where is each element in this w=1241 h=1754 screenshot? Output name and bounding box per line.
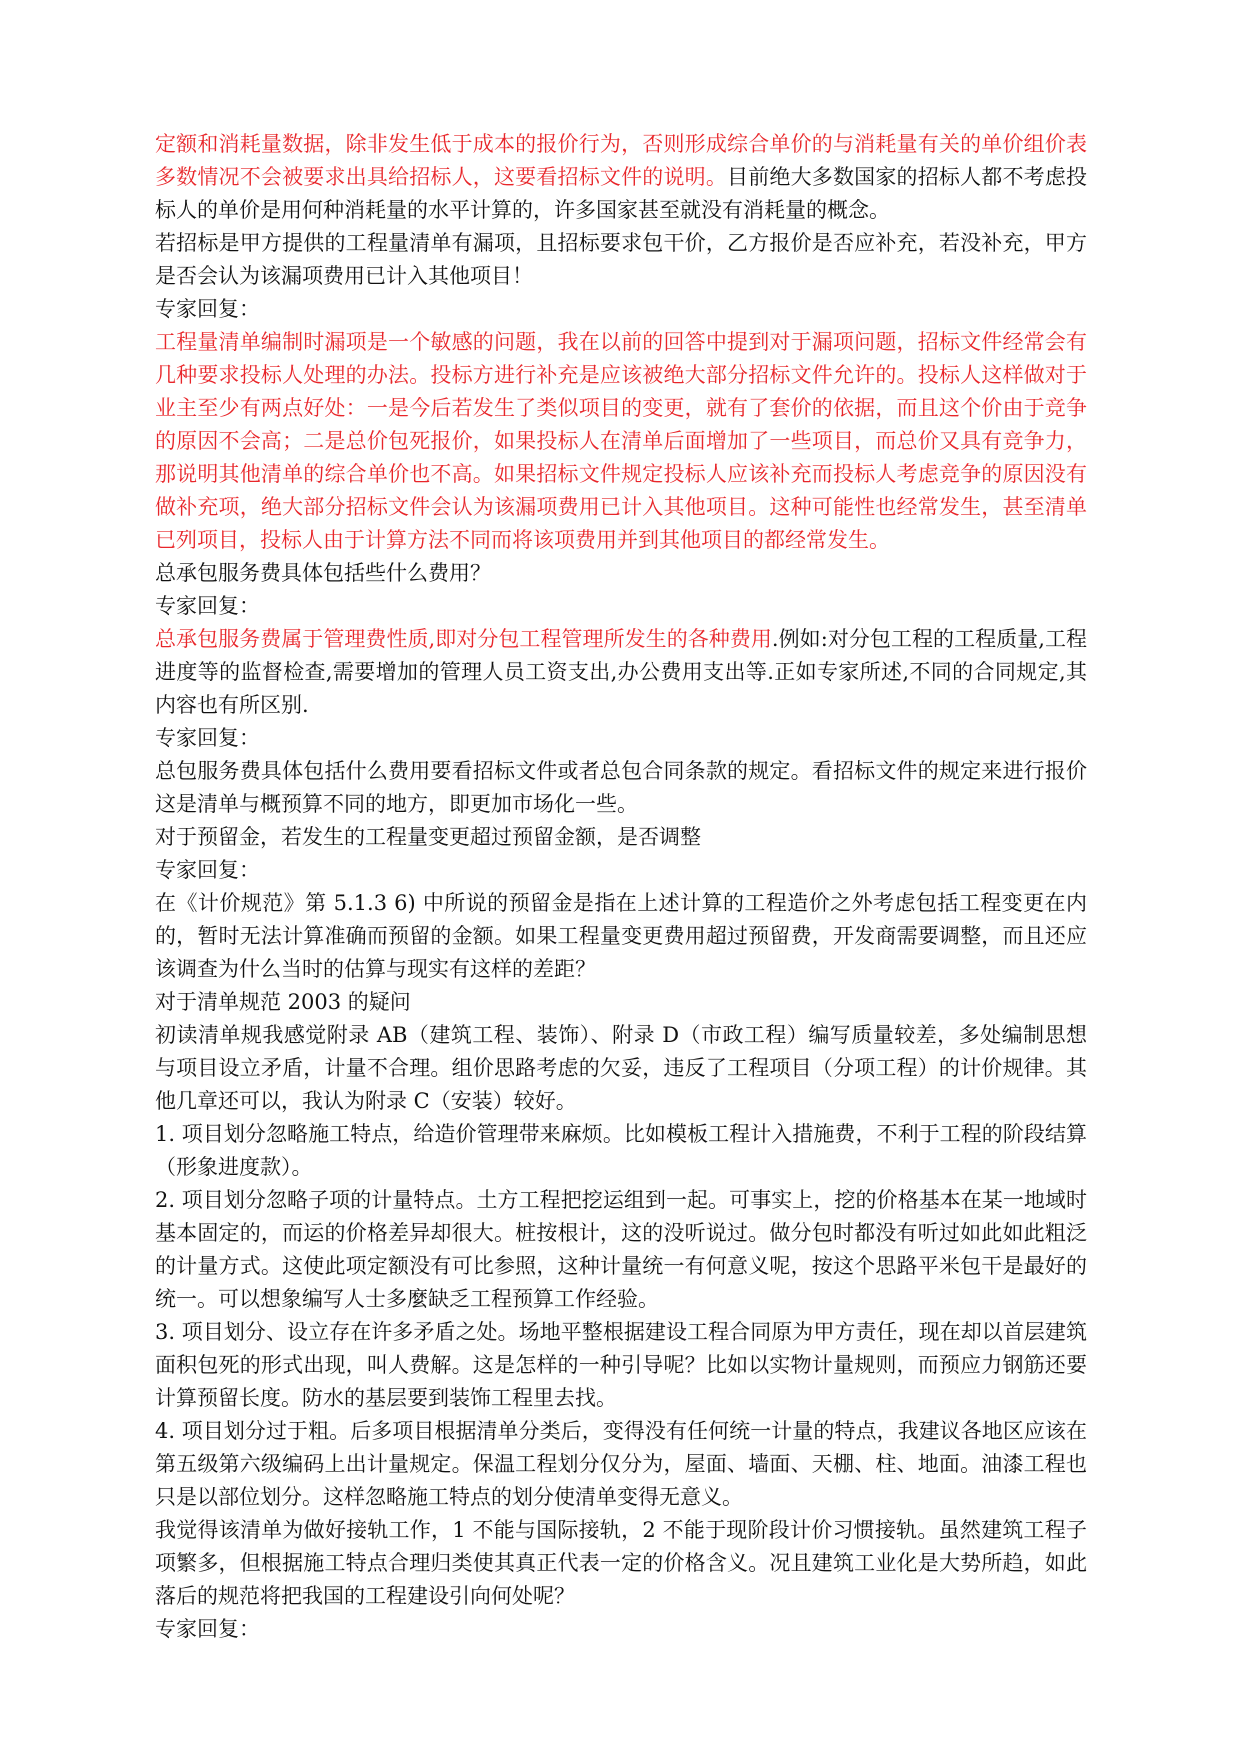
paragraph	[155, 1316, 1087, 1415]
text-run: 2. 项目划分忽略子项的计量特点。土方工程把挖运组到一起。可事实上，挖的价格基本在某一地域时基本固定的，而运的价格差异却很大。桩按根计，这的没听说过。做分包时都没有听过如此如此粗泛的计量方式。这使此项定额没有可比参照，这种计量统一有何意义呢，按这个思路平米包干是最好的统一。可以想象编写人士多麼缺乏工程预算工作经验。	[155, 1188, 1087, 1311]
paragraph	[155, 1613, 1087, 1646]
text-run: 专家回复：	[155, 1617, 260, 1641]
paragraph	[155, 1019, 1087, 1118]
paragraph	[155, 1184, 1087, 1316]
text-run: 对于预留金，若发生的工程量变更超过预留金额，是否调整	[155, 825, 701, 849]
text-run: 4. 项目划分过于粗。后多项目根据清单分类后，变得没有任何统一计量的特点，我建议各地区应该在第五级第六级编码上出计量规定。保温工程划分仅分为，屋面、墙面、天棚、柱、地面。油漆工程也只是以部位划分。这样忽略施工特点的划分使清单变得无意义。	[155, 1419, 1087, 1509]
paragraph	[155, 590, 1087, 623]
document-body	[155, 128, 1087, 1646]
highlighted-text-run: 工程量清单编制时漏项是一个敏感的问题，我在以前的回答中提到对于漏项问题，招标文件经常会有几种要求投标人处理的办法。投标方进行补充是应该被绝大部分招标文件允许的。投标人这样做对于业主至少有两点好处：一是今后若发生了类似项目的变更，就有了套价的依据，而且这个价由于竞争的原因不会高；二是总价包死报价，如果投标人在清单后面增加了一些项目，而总价又具有竞争力，那说明其他清单的综合单价也不高。如果招标文件规定投标人应该补充而投标人考虑竞争的原因没有做补充项，绝大部分招标文件会认为该漏项费用已计入其他项目。这种可能性也经常发生，甚至清单已列项目，投标人由于计算方法不同而将该项费用并到其他项目的都经常发生。	[155, 330, 1087, 552]
paragraph	[155, 1118, 1087, 1184]
text-run: 3. 项目划分、设立存在许多矛盾之处。场地平整根据建设工程合同原为甲方责任，现在却以首层建筑面积包死的形式出现，叫人费解。这是怎样的一种引导呢？比如以实物计量规则，而预应力钢筋还要计算预留长度。防水的基层要到装饰工程里去找。	[155, 1320, 1087, 1410]
text-run: 1. 项目划分忽略施工特点，给造价管理带来麻烦。比如模板工程计入措施费，不利于工程的阶段结算（形象进度款）。	[155, 1122, 1087, 1179]
text-run: 总承包服务费具体包括些什么费用？	[155, 561, 491, 585]
paragraph	[155, 326, 1087, 557]
text-run: 对于清单规范 2003 的疑问	[155, 990, 411, 1014]
paragraph	[155, 722, 1087, 755]
text-run: 我觉得该清单为做好接轨工作，1 不能与国际接轨，2 不能于现阶段计价习惯接轨。虽然建筑工程子项繁多，但根据施工特点合理归类使其真正代表一定的价格含义。况且建筑工业化是大势所趋，如此落后的规范将把我国的工程建设引向何处呢？	[155, 1518, 1087, 1608]
text-run: 总包服务费具体包括什么费用要看招标文件或者总包合同条款的规定。看招标文件的规定来进行报价这是清单与概预算不同的地方，即更加市场化一些。	[155, 759, 1087, 816]
paragraph	[155, 227, 1087, 293]
text-run: 专家回复：	[155, 858, 260, 882]
text-run: .例如:对分包工程的工程质量,工程进度等的监督检查,需要增加的管理人员工资支出,办公费用支出等.正如专家所述,不同的合同规定,其内容也有所区别.	[155, 627, 1087, 717]
paragraph	[155, 854, 1087, 887]
paragraph	[155, 128, 1087, 227]
paragraph	[155, 623, 1087, 722]
paragraph	[155, 887, 1087, 986]
paragraph	[155, 293, 1087, 326]
text-run: 专家回复：	[155, 726, 260, 750]
text-run: 专家回复：	[155, 297, 260, 321]
paragraph	[155, 755, 1087, 821]
paragraph	[155, 821, 1087, 854]
text-run: 目前绝大多数国家的招标人都不考虑投标人的单价是用何种消耗量的水平计算的，许多国家甚至就没有消耗量的概念。	[155, 165, 1088, 222]
text-run: 专家回复：	[155, 594, 260, 618]
highlighted-text-run: 定额和消耗量数据，除非发生低于成本的报价行为，否则形成综合单价的与消耗量有关的单价组价表多数情况不会被要求出具给招标人，这要看招标文件的说明。	[155, 132, 1087, 189]
highlighted-text-run: 总承包服务费属于管理费性质,即对分包工程管理所发生的各种费用	[155, 627, 772, 651]
text-run: 若招标是甲方提供的工程量清单有漏项，且招标要求包干价，乙方报价是否应补充，若没补充，甲方是否会认为该漏项费用已计入其他项目！	[155, 231, 1087, 288]
text-run: 在《计价规范》第 5.1.3 6) 中所说的预留金是指在上述计算的工程造价之外考虑包括工程变更在内的，暂时无法计算准确而预留的金额。如果工程量变更费用超过预留费，开发商需要调整，而且还应该调查为什么当时的估算与现实有这样的差距？	[155, 891, 1087, 981]
paragraph	[155, 557, 1087, 590]
paragraph	[155, 986, 1087, 1019]
paragraph	[155, 1514, 1087, 1613]
text-run: 初读清单规我感觉附录 AB（建筑工程、装饰）、附录 D（市政工程）编写质量较差，多处编制思想与项目设立矛盾，计量不合理。组价思路考虑的欠妥，违反了工程项目（分项工程）的计价规律。其他几章还可以，我认为附录 C（安装）较好。	[155, 1023, 1087, 1113]
paragraph	[155, 1415, 1087, 1514]
